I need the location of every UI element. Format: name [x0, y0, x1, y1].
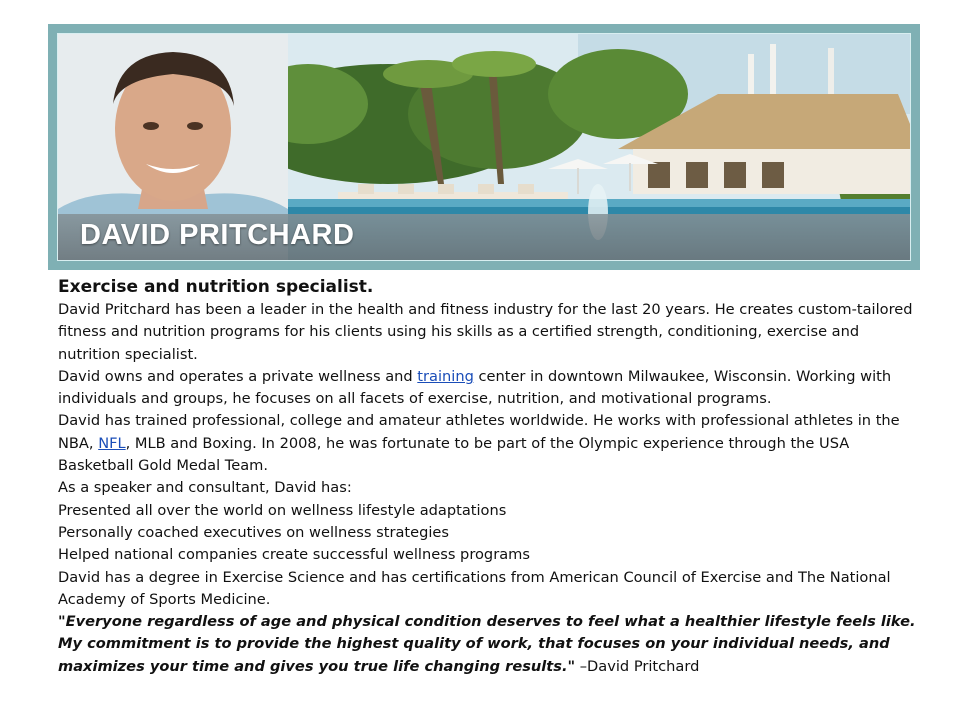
name-bar: [58, 214, 910, 260]
banner-image-frame: [57, 33, 911, 261]
list-item: Helped national companies create successful wellness programs: [58, 546, 530, 564]
list-item: Presented all over the world on wellness lifestyle adaptations: [58, 501, 507, 519]
header-banner: [48, 24, 920, 270]
bio-paragraph-4: As a speaker and consultant, David has:: [58, 479, 352, 497]
bio-paragraph-1: David Pritchard has been a leader in the health and fitness industry for the last 20 years. He creates custom-tailored fitness and nutrition programs for his clients using his skills as a certified strength, conditioning, exercise and nutrition specialist.: [58, 301, 913, 363]
bio-headline: Exercise and nutrition specialist.: [58, 277, 374, 297]
banner-name-caption: DAVID PRITCHARD: [80, 219, 355, 251]
quote-block: [58, 611, 916, 678]
list-item: Personally coached executives on wellness strategies: [58, 523, 449, 541]
training-link[interactable]: training: [417, 367, 474, 385]
bio-paragraph-5: David has a degree in Exercise Science and has certifications from American Council of Exercise and The National Academy of Sports Medicine.: [58, 568, 891, 608]
bio-paragraph-3: David has trained professional, college and amateur athletes worldwide. He works with professional athletes in the NBA, NFL, MLB and Boxing. In 2008, he was fortunate to be part of the Olympic experience through the USA Basketball Gold Medal Team.: [58, 412, 900, 475]
bio-content: [58, 276, 916, 678]
bio-paragraph-2: David owns and operates a private wellness and training center in downtown Milwaukee, Wisconsin. Working with individuals and groups, he focuses on all facets of exercise, nutrition, and motivational programs.: [58, 367, 892, 408]
quote-text: "Everyone regardless of age and physical condition deserves to feel what a healthier lifestyle feels like. My commitment is to provide the highest quality of work, that focuses on your individual needs, and maximizes your time and gives you true life changing results.": [58, 613, 916, 675]
quote-attribution: –David Pritchard: [575, 657, 700, 675]
nfl-link[interactable]: NFL: [98, 434, 126, 452]
